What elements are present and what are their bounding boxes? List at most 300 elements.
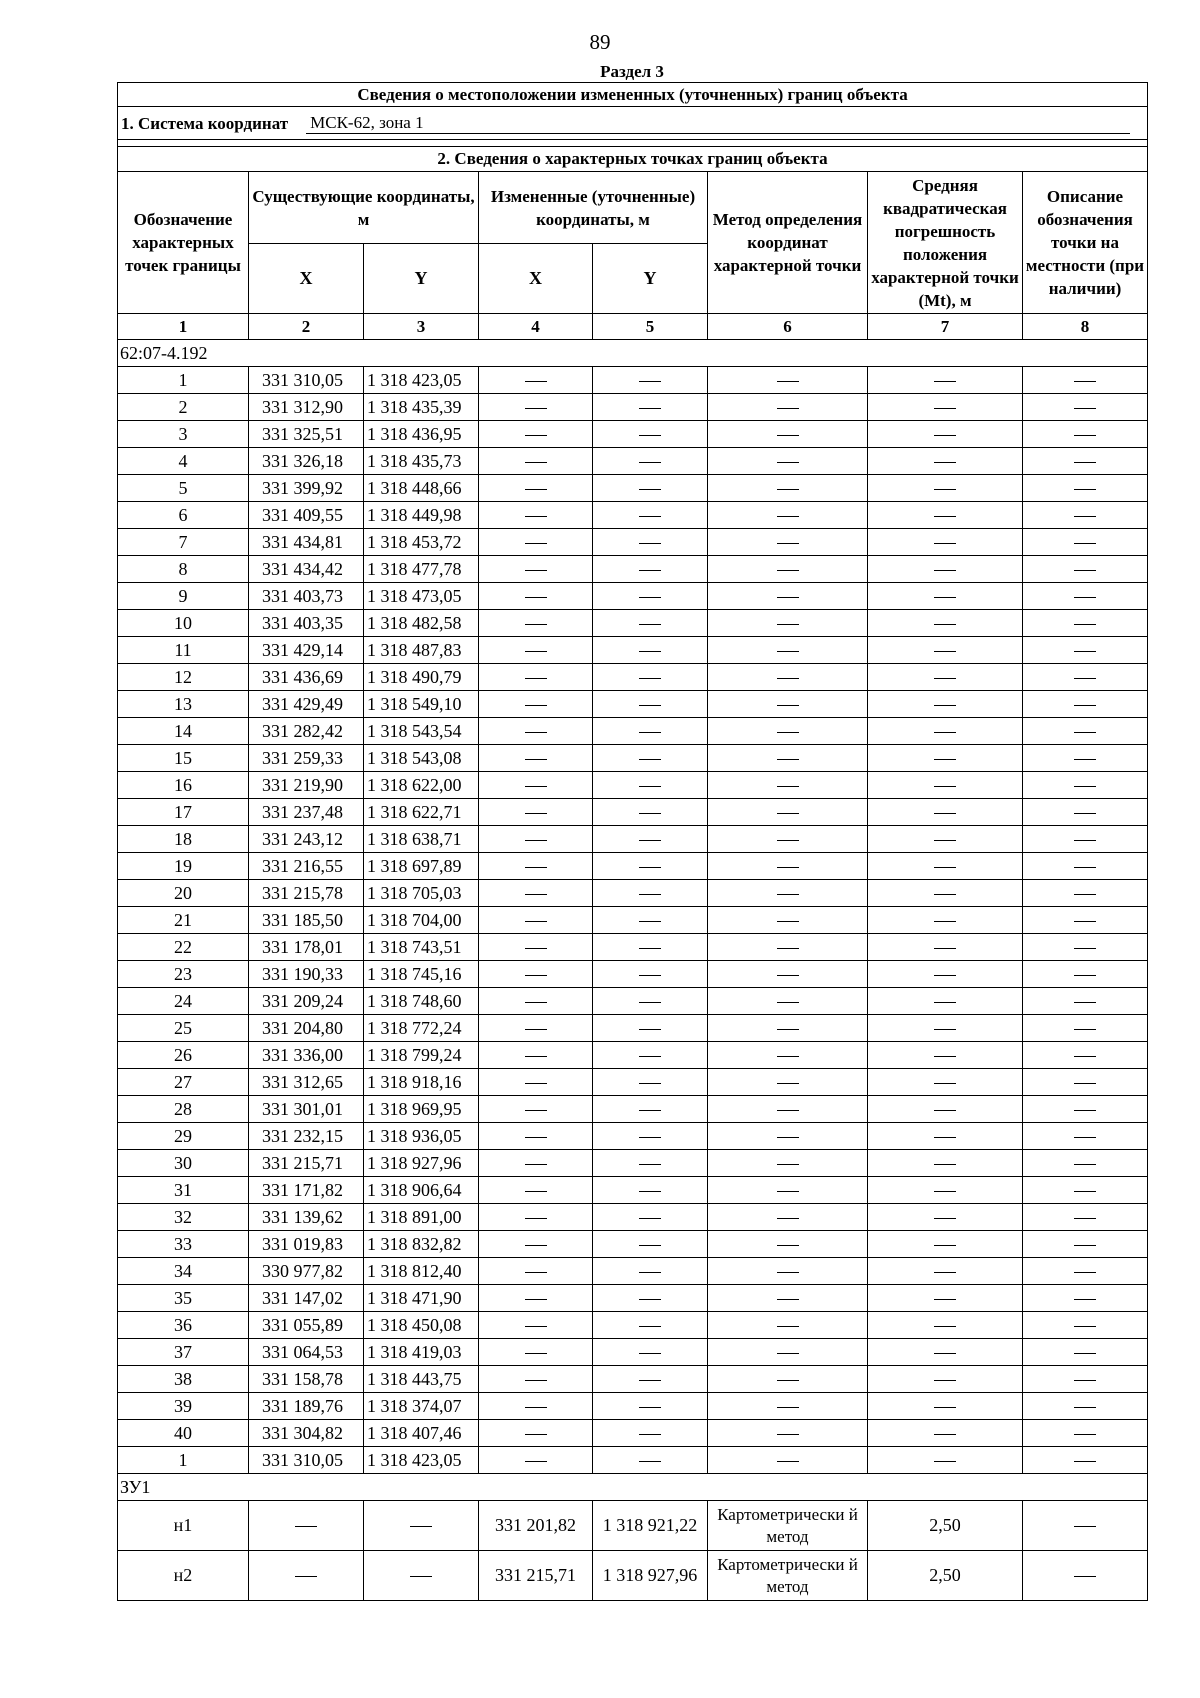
empty-value-cell: [1023, 1096, 1148, 1123]
existing-x: 331 326,18: [249, 448, 364, 475]
changed-y: 1 318 927,96: [593, 1551, 708, 1601]
dash-mark: [777, 1191, 799, 1192]
table-row: [118, 934, 1148, 961]
table-row: [118, 826, 1148, 853]
existing-x: 331 232,15: [249, 1123, 364, 1150]
dash-mark: [295, 1526, 317, 1527]
empty-value-cell: [708, 1150, 868, 1177]
table-row: [118, 1042, 1148, 1069]
point-id: 20: [118, 880, 249, 907]
empty-value-cell: [1023, 1042, 1148, 1069]
dash-mark: [934, 1029, 956, 1030]
dash-mark: [525, 1434, 547, 1435]
point-id: 11: [118, 637, 249, 664]
empty-value-cell: [708, 1042, 868, 1069]
empty-value-cell: [868, 1366, 1023, 1393]
empty-value-cell: [868, 421, 1023, 448]
empty-value-cell: [479, 718, 593, 745]
empty-value-cell: [593, 610, 708, 637]
empty-value-cell: [1023, 1258, 1148, 1285]
empty-value-cell: [479, 934, 593, 961]
empty-value-cell: [708, 1015, 868, 1042]
empty-value-cell: [708, 880, 868, 907]
existing-y: 1 318 450,08: [364, 1312, 479, 1339]
dash-mark: [777, 705, 799, 706]
existing-y: 1 318 477,78: [364, 556, 479, 583]
existing-x: 330 977,82: [249, 1258, 364, 1285]
existing-y: 1 318 772,24: [364, 1015, 479, 1042]
existing-x: 331 139,62: [249, 1204, 364, 1231]
empty-value-cell: [593, 1069, 708, 1096]
empty-value-cell: [593, 1366, 708, 1393]
point-id: 33: [118, 1231, 249, 1258]
dash-mark: [934, 975, 956, 976]
empty-value-cell: [593, 583, 708, 610]
empty-value-cell: [708, 1096, 868, 1123]
empty-value-cell: [593, 718, 708, 745]
empty-value-cell: [708, 1204, 868, 1231]
empty-value-cell: [593, 1420, 708, 1447]
empty-value-cell: [868, 1042, 1023, 1069]
dash-mark: [777, 678, 799, 679]
error-cell: 2,50: [868, 1501, 1023, 1551]
empty-value-cell: [1023, 610, 1148, 637]
dash-mark: [1074, 894, 1096, 895]
empty-value-cell: [479, 880, 593, 907]
dash-mark: [639, 1461, 661, 1462]
dash-mark: [934, 651, 956, 652]
empty-value-cell: [593, 1285, 708, 1312]
changed-x: 331 201,82: [479, 1501, 593, 1551]
dash-mark: [934, 381, 956, 382]
empty-value-cell: [593, 502, 708, 529]
coordinate-system-label: 1. Система координат: [121, 113, 289, 133]
dash-mark: [1074, 1002, 1096, 1003]
existing-x: 331 403,73: [249, 583, 364, 610]
point-id: 26: [118, 1042, 249, 1069]
empty-value-cell: [868, 1150, 1023, 1177]
dash-mark: [934, 840, 956, 841]
table-row: [118, 637, 1148, 664]
point-id: 1: [118, 367, 249, 394]
table-row: [118, 988, 1148, 1015]
table-row: [118, 1501, 1148, 1551]
empty-value-cell: [708, 502, 868, 529]
point-id: 8: [118, 556, 249, 583]
empty-value-cell: [479, 1150, 593, 1177]
empty-value-cell: [479, 664, 593, 691]
dash-mark: [639, 975, 661, 976]
empty-value-cell: [1023, 1312, 1148, 1339]
existing-y: 1 318 435,73: [364, 448, 479, 475]
existing-y: 1 318 543,54: [364, 718, 479, 745]
dash-mark: [525, 1056, 547, 1057]
empty-value-cell: [479, 1258, 593, 1285]
dash-mark: [525, 1164, 547, 1165]
existing-y: 1 318 448,66: [364, 475, 479, 502]
existing-x: 331 310,05: [249, 367, 364, 394]
dash-mark: [934, 543, 956, 544]
empty-value-cell: [708, 610, 868, 637]
existing-x: 331 216,55: [249, 853, 364, 880]
existing-y: 1 318 487,83: [364, 637, 479, 664]
dash-mark: [525, 921, 547, 922]
empty-value-cell: [708, 934, 868, 961]
dash-mark: [639, 678, 661, 679]
method-cell: Картометрически й метод: [708, 1551, 868, 1601]
dash-mark: [777, 1002, 799, 1003]
existing-x: 331 434,81: [249, 529, 364, 556]
empty-value-cell: [868, 934, 1023, 961]
dash-mark: [525, 1272, 547, 1273]
existing-y: 1 318 705,03: [364, 880, 479, 907]
existing-x: 331 301,01: [249, 1096, 364, 1123]
existing-y: 1 318 704,00: [364, 907, 479, 934]
empty-value-cell: [593, 1123, 708, 1150]
dash-mark: [639, 1137, 661, 1138]
empty-value-cell: [708, 799, 868, 826]
empty-value-cell: [708, 637, 868, 664]
dash-mark: [777, 435, 799, 436]
empty-value-cell: [479, 961, 593, 988]
dash-mark: [1074, 705, 1096, 706]
existing-x: 331 237,48: [249, 799, 364, 826]
existing-y: 1 318 638,71: [364, 826, 479, 853]
table-row: [118, 448, 1148, 475]
existing-x: 331 304,82: [249, 1420, 364, 1447]
col-number: 3: [364, 314, 479, 340]
dash-mark: [777, 1353, 799, 1354]
point-id: 9: [118, 583, 249, 610]
dash-mark: [639, 1272, 661, 1273]
header-error: Средняя квадратическая погрешность положения характерной точки (Mt), м: [868, 172, 1023, 314]
empty-value-cell: [593, 880, 708, 907]
point-id: 2: [118, 394, 249, 421]
group-label: 62:07-4.192: [118, 340, 1148, 367]
empty-value-cell: [1023, 556, 1148, 583]
dash-mark: [1074, 1218, 1096, 1219]
empty-value-cell: [1023, 934, 1148, 961]
empty-value-cell: [593, 1258, 708, 1285]
dash-mark: [934, 462, 956, 463]
empty-value-cell: [479, 772, 593, 799]
dash-mark: [639, 1434, 661, 1435]
dash-mark: [639, 921, 661, 922]
empty-value-cell: [593, 1231, 708, 1258]
empty-value-cell: [1023, 745, 1148, 772]
header-changed-x: X: [479, 244, 593, 314]
empty-value-cell: [1023, 1447, 1148, 1474]
table-row: [118, 1393, 1148, 1420]
points-caption: 2. Сведения о характерных точках границ объекта: [118, 147, 1148, 172]
dash-mark: [525, 732, 547, 733]
col-number: 6: [708, 314, 868, 340]
empty-value-cell: [1023, 691, 1148, 718]
existing-x: 331 219,90: [249, 772, 364, 799]
point-id: 32: [118, 1204, 249, 1231]
empty-value-cell: [1023, 1150, 1148, 1177]
table-row: [118, 529, 1148, 556]
table-row: [118, 880, 1148, 907]
dash-mark: [934, 813, 956, 814]
dash-mark: [777, 1137, 799, 1138]
existing-y: 1 318 419,03: [364, 1339, 479, 1366]
dash-mark: [525, 597, 547, 598]
dash-mark: [525, 840, 547, 841]
empty-value-cell: [479, 1096, 593, 1123]
dash-mark: [1074, 651, 1096, 652]
point-id: 4: [118, 448, 249, 475]
empty-value-cell: [868, 394, 1023, 421]
empty-value-cell: [1023, 718, 1148, 745]
dash-mark: [639, 516, 661, 517]
dash-mark: [639, 489, 661, 490]
point-id: 39: [118, 1393, 249, 1420]
empty-value-cell: [593, 961, 708, 988]
empty-value-cell: [593, 988, 708, 1015]
dash-mark: [777, 786, 799, 787]
dash-mark: [639, 1002, 661, 1003]
empty-value-cell: [868, 988, 1023, 1015]
dash-mark: [639, 1299, 661, 1300]
dash-mark: [1074, 1526, 1096, 1527]
empty-value-cell: [1023, 529, 1148, 556]
existing-x: 331 312,65: [249, 1069, 364, 1096]
empty-value-cell: [708, 988, 868, 1015]
dash-mark: [777, 948, 799, 949]
table-row: [118, 1366, 1148, 1393]
empty-value-cell: [708, 664, 868, 691]
empty-value-cell: [479, 556, 593, 583]
dash-mark: [934, 1164, 956, 1165]
point-id: 37: [118, 1339, 249, 1366]
existing-x: 331 325,51: [249, 421, 364, 448]
empty-value-cell: [1023, 1393, 1148, 1420]
existing-x: 331 178,01: [249, 934, 364, 961]
dash-mark: [525, 867, 547, 868]
dash-mark: [525, 786, 547, 787]
empty-value-cell: [479, 1285, 593, 1312]
empty-value-cell: [868, 529, 1023, 556]
dash-mark: [639, 1326, 661, 1327]
empty-value-cell: [1023, 1366, 1148, 1393]
dash-mark: [777, 516, 799, 517]
existing-y: 1 318 799,24: [364, 1042, 479, 1069]
dash-mark: [639, 462, 661, 463]
dash-mark: [934, 1461, 956, 1462]
point-id: 23: [118, 961, 249, 988]
col-number: 4: [479, 314, 593, 340]
dash-mark: [934, 408, 956, 409]
existing-y: 1 318 443,75: [364, 1366, 479, 1393]
table-row: [118, 1339, 1148, 1366]
empty-value-cell: [593, 1150, 708, 1177]
dash-mark: [1074, 1461, 1096, 1462]
empty-value-cell: [479, 610, 593, 637]
empty-value-cell: [1023, 637, 1148, 664]
dash-mark: [525, 1380, 547, 1381]
dash-mark: [525, 894, 547, 895]
point-id: 21: [118, 907, 249, 934]
empty-value-cell: [593, 529, 708, 556]
dash-mark: [525, 678, 547, 679]
dash-mark: [639, 759, 661, 760]
empty-value-cell: [479, 1420, 593, 1447]
dash-mark: [1074, 1245, 1096, 1246]
empty-value-cell: [868, 745, 1023, 772]
empty-value-cell: [1023, 1177, 1148, 1204]
empty-value-cell: [364, 1501, 479, 1551]
point-id: н1: [118, 1501, 249, 1551]
existing-x: 331 403,35: [249, 610, 364, 637]
dash-mark: [410, 1526, 432, 1527]
dash-mark: [1074, 1029, 1096, 1030]
dash-mark: [777, 543, 799, 544]
table-row: [118, 853, 1148, 880]
dash-mark: [1074, 381, 1096, 382]
empty-value-cell: [479, 1447, 593, 1474]
table-row: [118, 421, 1148, 448]
dash-mark: [525, 1299, 547, 1300]
empty-value-cell: [708, 583, 868, 610]
header-changed-y: Y: [593, 244, 708, 314]
empty-value-cell: [708, 907, 868, 934]
existing-y: 1 318 832,82: [364, 1231, 479, 1258]
empty-value-cell: [868, 556, 1023, 583]
dash-mark: [934, 1056, 956, 1057]
existing-y: 1 318 549,10: [364, 691, 479, 718]
empty-value-cell: [868, 826, 1023, 853]
existing-y: 1 318 936,05: [364, 1123, 479, 1150]
empty-value-cell: [708, 853, 868, 880]
empty-value-cell: [708, 448, 868, 475]
dash-mark: [777, 1326, 799, 1327]
dash-mark: [777, 894, 799, 895]
empty-value-cell: [593, 1096, 708, 1123]
existing-x: 331 019,83: [249, 1231, 364, 1258]
dash-mark: [525, 1083, 547, 1084]
dash-mark: [934, 1083, 956, 1084]
header-method: Метод определения координат характерной точки: [708, 172, 868, 314]
dash-mark: [1074, 489, 1096, 490]
table-row: [118, 1258, 1148, 1285]
dash-mark: [934, 570, 956, 571]
dash-mark: [639, 1056, 661, 1057]
table-row: [118, 475, 1148, 502]
empty-value-cell: [479, 988, 593, 1015]
header-existing-y: Y: [364, 244, 479, 314]
dash-mark: [1074, 813, 1096, 814]
empty-value-cell: [479, 1204, 593, 1231]
dash-mark: [1074, 948, 1096, 949]
dash-mark: [777, 732, 799, 733]
header-existing-x: X: [249, 244, 364, 314]
table-row: [118, 799, 1148, 826]
dash-mark: [777, 489, 799, 490]
empty-value-cell: [593, 1042, 708, 1069]
dash-mark: [777, 570, 799, 571]
existing-x: 331 189,76: [249, 1393, 364, 1420]
dash-mark: [639, 948, 661, 949]
existing-x: 331 336,00: [249, 1042, 364, 1069]
dash-mark: [639, 1407, 661, 1408]
empty-value-cell: [1023, 1339, 1148, 1366]
empty-value-cell: [1023, 1015, 1148, 1042]
dash-mark: [1074, 462, 1096, 463]
dash-mark: [777, 867, 799, 868]
dash-mark: [777, 651, 799, 652]
empty-value-cell: [868, 1447, 1023, 1474]
point-id: 1: [118, 1447, 249, 1474]
empty-value-cell: [708, 1285, 868, 1312]
dash-mark: [777, 1407, 799, 1408]
dash-mark: [777, 1461, 799, 1462]
empty-value-cell: [479, 529, 593, 556]
empty-value-cell: [868, 637, 1023, 664]
empty-value-cell: [364, 1551, 479, 1601]
existing-y: 1 318 697,89: [364, 853, 479, 880]
existing-y: 1 318 543,08: [364, 745, 479, 772]
empty-value-cell: [479, 691, 593, 718]
existing-x: 331 436,69: [249, 664, 364, 691]
empty-value-cell: [708, 394, 868, 421]
point-id: 24: [118, 988, 249, 1015]
existing-x: 331 310,05: [249, 1447, 364, 1474]
table-row: [118, 1312, 1148, 1339]
dash-mark: [1074, 408, 1096, 409]
dash-mark: [934, 624, 956, 625]
empty-value-cell: [593, 421, 708, 448]
existing-x: 331 209,24: [249, 988, 364, 1015]
dash-mark: [525, 651, 547, 652]
empty-value-cell: [868, 664, 1023, 691]
dash-mark: [639, 624, 661, 625]
empty-value-cell: [1023, 907, 1148, 934]
changed-y: 1 318 921,22: [593, 1501, 708, 1551]
spacer: [118, 140, 1148, 147]
dash-mark: [777, 1245, 799, 1246]
table-row: [118, 1231, 1148, 1258]
empty-value-cell: [1023, 583, 1148, 610]
point-id: 10: [118, 610, 249, 637]
empty-value-cell: [479, 1393, 593, 1420]
empty-value-cell: [868, 1285, 1023, 1312]
existing-x: 331 064,53: [249, 1339, 364, 1366]
dash-mark: [1074, 1272, 1096, 1273]
dash-mark: [1074, 759, 1096, 760]
table-caption: Сведения о местоположении измененных (уточненных) границ объекта: [118, 83, 1148, 107]
empty-value-cell: [868, 1312, 1023, 1339]
dash-mark: [934, 1326, 956, 1327]
table-row: [118, 718, 1148, 745]
existing-x: 331 312,90: [249, 394, 364, 421]
dash-mark: [639, 1218, 661, 1219]
coordinate-system-row: [118, 107, 1148, 140]
empty-value-cell: [593, 934, 708, 961]
dash-mark: [934, 759, 956, 760]
empty-value-cell: [1023, 772, 1148, 799]
existing-x: 331 204,80: [249, 1015, 364, 1042]
dash-mark: [777, 759, 799, 760]
table-row: [118, 691, 1148, 718]
dash-mark: [934, 948, 956, 949]
dash-mark: [1074, 624, 1096, 625]
dash-mark: [1074, 1326, 1096, 1327]
table-row: [118, 1123, 1148, 1150]
dash-mark: [639, 408, 661, 409]
empty-value-cell: [1023, 1285, 1148, 1312]
empty-value-cell: [479, 853, 593, 880]
